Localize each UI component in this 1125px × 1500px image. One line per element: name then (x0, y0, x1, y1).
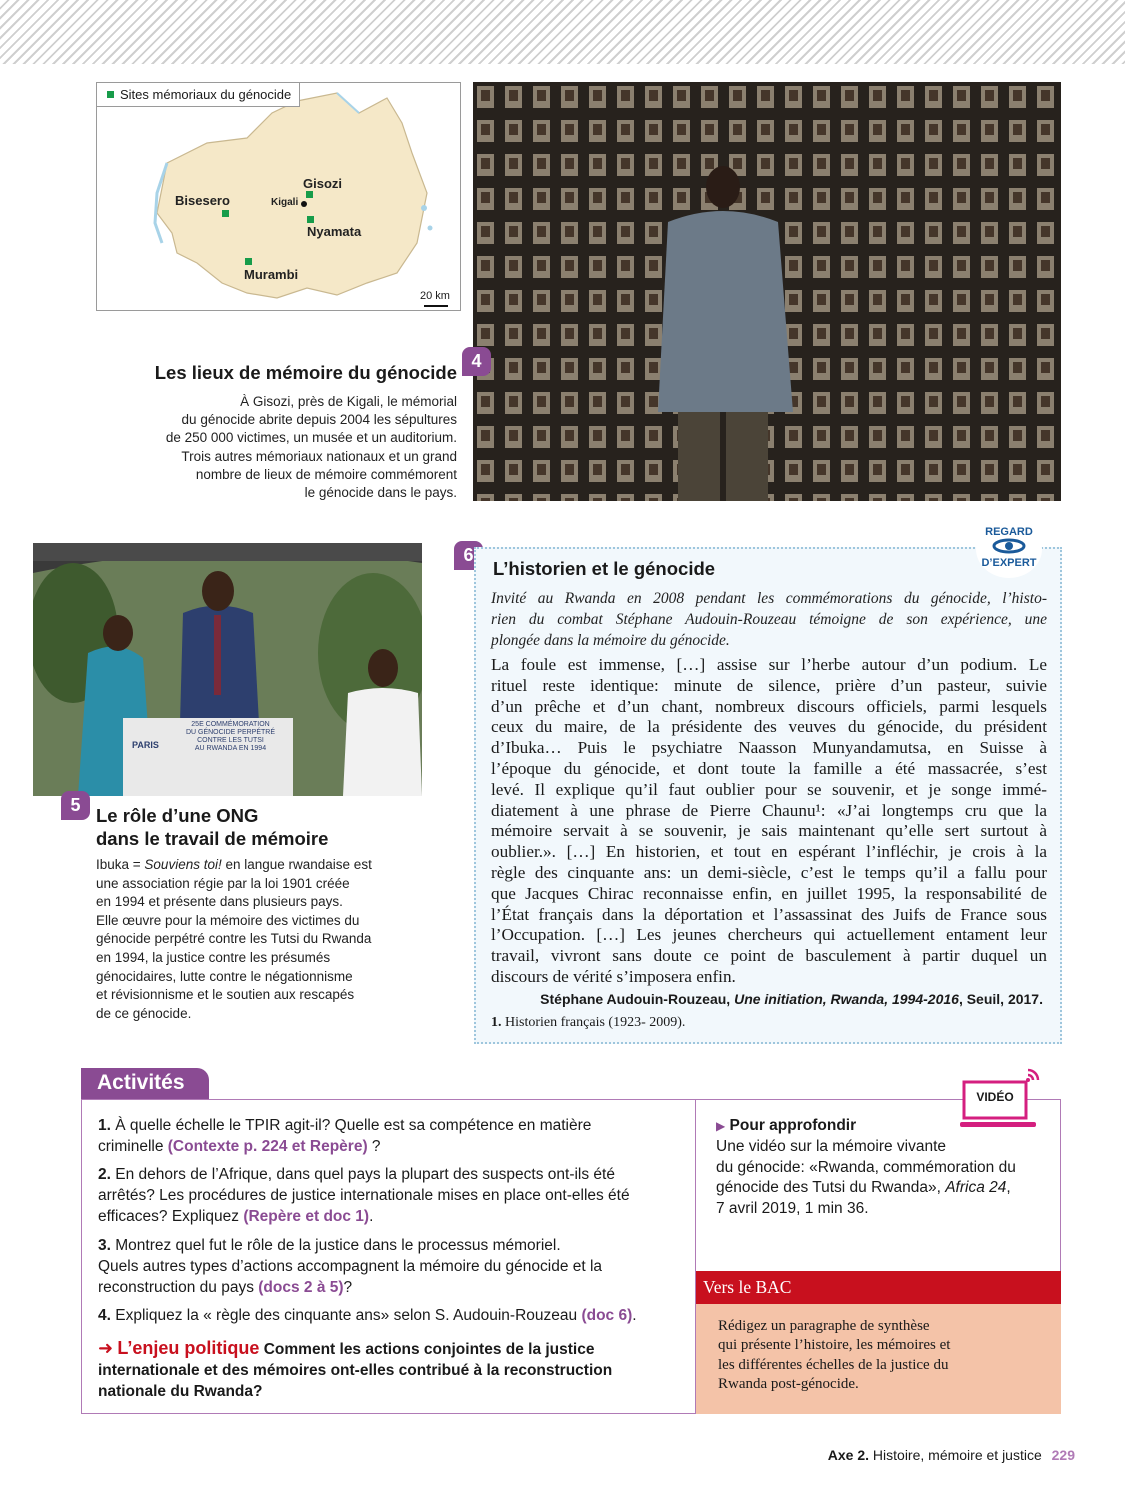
text-line: d’un prêche et d’un chant, nombreux discours officiels, parmi lesquels (491, 696, 1047, 716)
vers-le-bac-body (696, 1304, 1061, 1414)
text-line: Rwanda post-génocide. (718, 1376, 859, 1393)
q1-line-a: À quelle échelle le TPIR agit-il? Quelle est sa compétence en matière (110, 1117, 592, 1134)
text-line: et révisionnisme et le soutien aux rescapés (96, 987, 355, 1003)
label-kigali: Kigali (271, 197, 299, 208)
text-line: les différentes échelles de la justice du (718, 1356, 949, 1373)
text-line: en 1994 et présente dans plusieurs pays. (96, 894, 343, 910)
text-line: levé. Il explique qu’il faut oublier pour se souvenir, et je songe immé- (491, 779, 1047, 799)
photo-memorial-gisozi (473, 82, 1061, 501)
play-arrow-icon: ▶ (716, 1119, 726, 1133)
text-line: de 250 000 victimes, un musée et un auditorium. (165, 430, 457, 446)
activites-tab: Activités (81, 1068, 209, 1099)
source-end: , Seuil, 2017. (958, 991, 1043, 1007)
q4-line-a: Expliquez la « règle des cinquante ans» selon S. Audouin-Rouzeau (110, 1307, 582, 1324)
text-line: Trois autres mémoriaux nationaux et un grand (181, 448, 457, 464)
doc-number-6: 6 (454, 541, 483, 570)
q2-line-c: efficaces? Expliquez (98, 1207, 244, 1225)
text-line: Invité au Rwanda en 2008 pendant les commémorations du génocide, l’histo- (491, 590, 1047, 607)
page-footer (828, 1447, 1075, 1463)
podium-paris-logo: PARIS (132, 740, 159, 750)
kigali-dot (301, 201, 307, 207)
doc5-title-line2: dans le travail de mémoire (96, 828, 329, 849)
text-line: plongée dans la mémoire du génocide. (491, 631, 730, 649)
marker-nyamata (307, 216, 314, 223)
video-line-3c: , (1006, 1179, 1011, 1197)
text-line: rien du combat Stéphane Audouin-Rouzeau témoigne de son expérience, une (491, 610, 1047, 628)
q1-reference: (Contexte p. 224 et Repère) (167, 1137, 368, 1155)
video-line-2: du génocide: «Rwanda, commémoration du (716, 1158, 1016, 1176)
label-bisesero: Bisesero (175, 193, 230, 208)
doc5-title (96, 804, 328, 850)
text-line: génocide perpétré contre les Tutsi du Rwanda (96, 931, 372, 947)
footer-label: Histoire, mémoire et justice (869, 1447, 1042, 1463)
text-line: ceux du maire, de la présidente des veuves du génocide, du président (491, 717, 1047, 737)
caption-ibuka: Ibuka = (96, 857, 145, 872)
eye-icon (992, 538, 1026, 554)
doc-number-5: 5 (61, 791, 90, 820)
text-line: une association régie par la loi 1901 créée (96, 875, 350, 891)
laptop-base (960, 1122, 1036, 1127)
podium-line-4: AU RWANDA EN 1994 (194, 745, 267, 752)
badge-line-1: REGARD (985, 526, 1033, 538)
question-2 (98, 1165, 630, 1227)
doc6-body (491, 655, 1047, 988)
text-line: l’Occupation. […] Les jeunes chercheurs qui actuellement entament leur (491, 925, 1047, 945)
photo-memorial-illustration (473, 82, 1061, 501)
doc6-source (540, 991, 1043, 1007)
text-line: diatement à une phrase de Pierre Chaunu¹: «J’ai longtemps cru que la (491, 800, 1047, 820)
video-section[interactable] (716, 1116, 1046, 1220)
doc5-caption-lines (96, 875, 406, 1024)
q4-end: . (632, 1307, 637, 1324)
doc6-title: L’historien et le génocide (493, 558, 716, 579)
doc-number-4: 4 (462, 347, 491, 376)
doc6-intro (491, 589, 1047, 651)
enjeu-politique (98, 1338, 612, 1402)
footnote-number: 1. (491, 1015, 502, 1030)
photo-ibuka-ceremony (33, 543, 422, 796)
q2-end: . (369, 1207, 374, 1225)
text-line: discours de vérité s’imposera enfin. (491, 966, 736, 986)
q3-line-a: Montrez quel fut le rôle de la justice dans le processus mémoriel. (110, 1237, 561, 1254)
doc5-title-line1: Le rôle d’une ONG (96, 805, 259, 826)
text-line: À Gisozi, près de Kigali, le mémorial (240, 394, 457, 409)
map-scale-bar (424, 305, 448, 307)
source-title: Une initiation, Rwanda, 1994-2016 (734, 991, 959, 1007)
text-line: en 1994, la justice contre les présumés (96, 949, 331, 965)
text-line: rituel reste identique: minute de silence, prière d’un pasteur, suivie (491, 675, 1047, 695)
text-line: l’État français dans la déportation et l’assassinat des Juifs de France sous (491, 904, 1047, 924)
q3-end: ? (343, 1278, 353, 1296)
label-gisozi: Gisozi (303, 176, 343, 191)
podium-line-1: 25E COMMÉMORATION (191, 721, 270, 728)
q2-reference: (Repère et doc 1) (243, 1207, 370, 1225)
vers-le-bac-header: Vers le BAC (696, 1271, 1061, 1304)
q3-line-b: Quels autres types d’actions accompagnent la mémoire du génocide et la (98, 1257, 603, 1275)
enjeu-line-a: Comment les actions conjointes de la justice (259, 1341, 595, 1358)
doc5-caption-first-line (96, 856, 406, 875)
q2-line-b: arrêtés? Les procédures de justice internationale mises en place ont-elles été (98, 1186, 630, 1204)
footer-axe: Axe 2. (827, 1447, 870, 1463)
text-line: Elle œuvre pour la mémoire des victimes du (96, 912, 360, 928)
source-author: Stéphane Audouin-Rouzeau, (540, 991, 735, 1007)
enjeu-line-b: internationale et des mémoires ont-elles contribué à la reconstruction (98, 1361, 613, 1379)
podium-line-3: CONTRE LES TUTSI (197, 737, 264, 744)
q4-number: 4. (98, 1307, 111, 1324)
caption-rest: en langue rwandaise est (221, 857, 372, 872)
marker-gisozi (306, 191, 313, 198)
q3-line-c: reconstruction du pays (98, 1278, 259, 1296)
q2-line-a: En dehors de l’Afrique, dans quel pays la plupart des suspects ont-ils été (110, 1166, 615, 1183)
video-line-3b: Africa 24 (945, 1179, 1007, 1197)
enjeu-line-c: nationale du Rwanda? (98, 1382, 263, 1400)
question-1 (98, 1116, 591, 1158)
text-line: La foule est immense, […] assise sur l’herbe autour d’un podium. Le (491, 655, 1047, 674)
question-3 (98, 1236, 602, 1298)
video-badge-label: VIDÉO (976, 1090, 1014, 1104)
text-line: qui présente l’histoire, les mémoires et (718, 1337, 951, 1354)
video-title: Pour approfondir (729, 1117, 857, 1134)
text-line: génocidaires, lutte contre le négationnisme (96, 968, 353, 984)
text-line: mémoire servait à se souvenir, je sais maintenant qu’elle sert surtout à (491, 821, 1047, 841)
text-line: Rédigez un paragraphe de synthèse (718, 1318, 930, 1334)
text-line: nombre de lieux de mémoire commémorent (195, 466, 457, 482)
text-line: que Jacques Chirac reconnaisse enfin, en juillet 1995, la responsabilité de (491, 883, 1047, 903)
map-legend (97, 83, 300, 107)
question-4 (98, 1306, 637, 1327)
text-line: le génocide dans le pays. (304, 485, 457, 501)
caption-souviens: Souviens toi! (144, 857, 222, 872)
map-scale: 20 km (420, 290, 450, 302)
badge-line-2: D’EXPERT (981, 557, 1037, 569)
text-line: l’époque du génocide, et dont toute la famille a été massacrée, s’est (491, 758, 1047, 778)
q3-reference: (docs 2 à 5) (258, 1278, 344, 1296)
marker-bisesero (222, 210, 229, 217)
q1-number: 1. (98, 1117, 111, 1134)
text-line: du génocide abrite depuis 2004 les sépultures (181, 412, 457, 428)
q1-line-b: criminelle (98, 1137, 168, 1155)
video-badge[interactable] (960, 1080, 1032, 1130)
video-line-3a: génocide des Tutsi du Rwanda», (716, 1179, 946, 1197)
video-line-1: Une vidéo sur la mémoire vivante (716, 1137, 947, 1155)
q1-end: ? (367, 1137, 381, 1155)
regard-expert-badge (976, 520, 1042, 578)
enjeu-label: L’enjeu politique (117, 1338, 260, 1358)
label-nyamata: Nyamata (307, 224, 362, 239)
video-line-4: 7 avril 2019, 1 min 36. (716, 1200, 869, 1218)
q4-reference: (doc 6) (581, 1307, 633, 1324)
activites-questions (82, 1100, 696, 1413)
doc4-title: Les lieux de mémoire du génocide (154, 362, 457, 383)
doc5-caption (96, 856, 406, 1023)
enjeu-arrow-icon: ➜ (98, 1338, 114, 1358)
text-line: règle des cinquante ans: un demi-siècle, c’est le temps qu’il a fallu pour (491, 862, 1047, 882)
legend-marker (107, 91, 114, 98)
marker-murambi (245, 258, 252, 265)
text-line: oublier.». […] En historien, et tout en espérant l’infléchir, je crois à la (491, 842, 1047, 862)
text-line: de ce génocide. (96, 1005, 192, 1021)
text-line: d’Ibuka… Puis le psychiatre Naasson Munyandamutsa, en Suisse à (491, 738, 1047, 758)
q2-number: 2. (98, 1166, 111, 1183)
doc6-footnote (491, 1015, 685, 1031)
footnote-text: Historien français (1923- 2009). (501, 1015, 686, 1030)
top-hatch-band (0, 0, 1125, 64)
label-murambi: Murambi (244, 267, 299, 282)
text-line: travail, vivront sans doute ce point de basculement à partir duquel un (491, 946, 1047, 966)
q3-number: 3. (98, 1237, 111, 1254)
legend-label: Sites mémoriaux du génocide (120, 87, 292, 102)
page-number: 229 (1051, 1447, 1075, 1463)
rwanda-map (96, 82, 461, 311)
doc4-caption (97, 393, 457, 502)
doc6-box (474, 547, 1062, 1044)
podium-line-2: DU GÉNOCIDE PERPÉTRÉ (185, 729, 276, 736)
